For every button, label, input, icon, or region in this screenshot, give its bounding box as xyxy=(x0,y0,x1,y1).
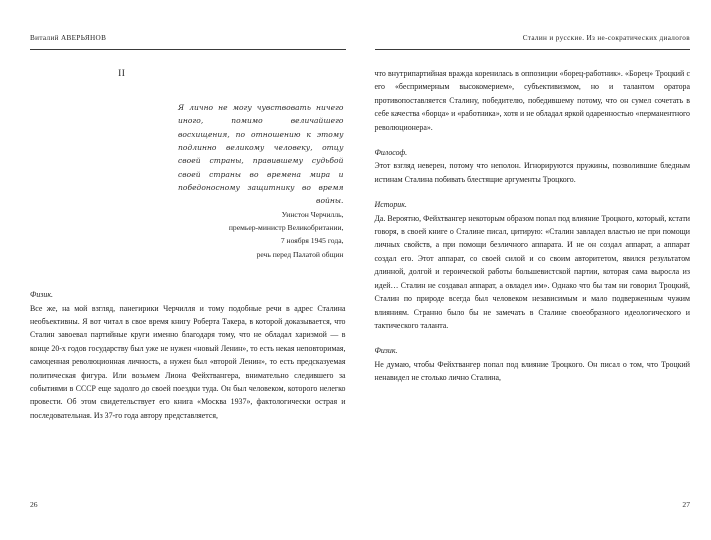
body-paragraph: Все же, на мой взгляд, панегирики Черчилля и тому подобные речи в адрес Сталина необъективны. Я вот читал в свое время книгу Роберта Такера, в которой доказывается, что Сталин завоевал партийные круги именно благодаря тому, что не обладал харизмой — в конце 20-х годов государству был уже не нужен «новый Ленин», то есть некая неповторимая, самоценная революционная личность, а нужен был «второй Ленин», то есть предсказуемая политическая фигура. Или возьмем Лиона Фейхтвангера, внимательно следившего за событиями в СССР еще задолго до своей поездки туда. Он был человеком, которого нелегко провести. Об этом свидетельствует его книга «Москва 1937», фактологически острая и последовательная. Из 37-го года автору представляется, xyxy=(30,303,346,420)
speaker-label-physicist: Физик. xyxy=(374,346,398,356)
body-paragraph: Этот взгляд неверен, потому что неполон. Игнорируются пружины, позволившие бледным истинам Сталина побивать блестящие аргументы Троцкого. xyxy=(374,161,690,184)
right-page xyxy=(356,0,711,540)
header-rule-left xyxy=(30,49,346,50)
body-paragraph-continued: что внутрипартийная вражда коренилась в оппозиции «борец-работник». «Борец» Троцкий с его «беспримерным высокомерием», субъективизмом, но и талантом оратора противопоставляется Сталину, победителю, победившему потому, что он сумел сочетать в себе качества «борца» и «работника», хотя и не обладал яркой одаренностью «перманентного революционера». xyxy=(374,69,690,132)
epigraph-text: Я лично не могу чувствовать ничего иного, помимо величайшего восхищения, по отношению к этому подлинно великому человеку, отцу своей страны, правившему судьбой своей страны во времена мира и победоносному защитнику во время войны. xyxy=(178,103,344,206)
epigraph-source-line: премьер-министр Великобритании, xyxy=(228,223,344,233)
running-head-right: Сталин и русские. Из не-сократических диалогов xyxy=(522,34,690,42)
page-number-left: 26 xyxy=(30,500,38,509)
body-paragraph: Да. Вероятно, Фейхтвангер некоторым образом попал под влияние Троцкого, который, кстати говоря, в своей книге о Сталине писал, цитирую: «Сталин завладел властью не при помощи личных свойств, а при помощи безличного аппарата. И не он создал аппарат, а аппарат создал его. Этот аппарат, со своей силой и со своим авторитетом, явился результатом длинной, долгой и героической работы большевистской партии, которая сама выросла из идей… Сталин не создавал аппарат, а овладел им». Однако что бы там ни говорил Троцкий, Сталин по природе всегда был человеком независимым и мало подверженным чужим влияниям. Странно было бы не замечать в Сталине своеобразного идеологического и тактического таланта. xyxy=(374,213,690,330)
epigraph-source-line: Уинстон Черчилль, xyxy=(281,209,344,219)
body-paragraph: Не думаю, чтобы Фейхтвангер попал под влияние Троцкого. Он писал о том, что Троцкий ненавидел не столько лично Сталина, xyxy=(374,359,690,383)
epigraph-source-line: речь перед Палатой общин xyxy=(256,249,344,259)
speaker-label-philosopher: Философ. xyxy=(374,148,408,158)
speaker-label-physicist: Физик. xyxy=(30,290,53,300)
epigraph-source xyxy=(178,208,344,261)
header-rule-right xyxy=(375,49,691,50)
speaker-label-historian: Историк. xyxy=(374,200,407,210)
page-number-right: 27 xyxy=(682,500,690,509)
epigraph-source-line: 7 ноября 1945 года, xyxy=(280,236,344,246)
running-head-left: Виталий АВЕРЬЯНОВ xyxy=(30,34,107,42)
epigraph-block xyxy=(178,101,344,261)
section-number: II xyxy=(118,69,126,79)
